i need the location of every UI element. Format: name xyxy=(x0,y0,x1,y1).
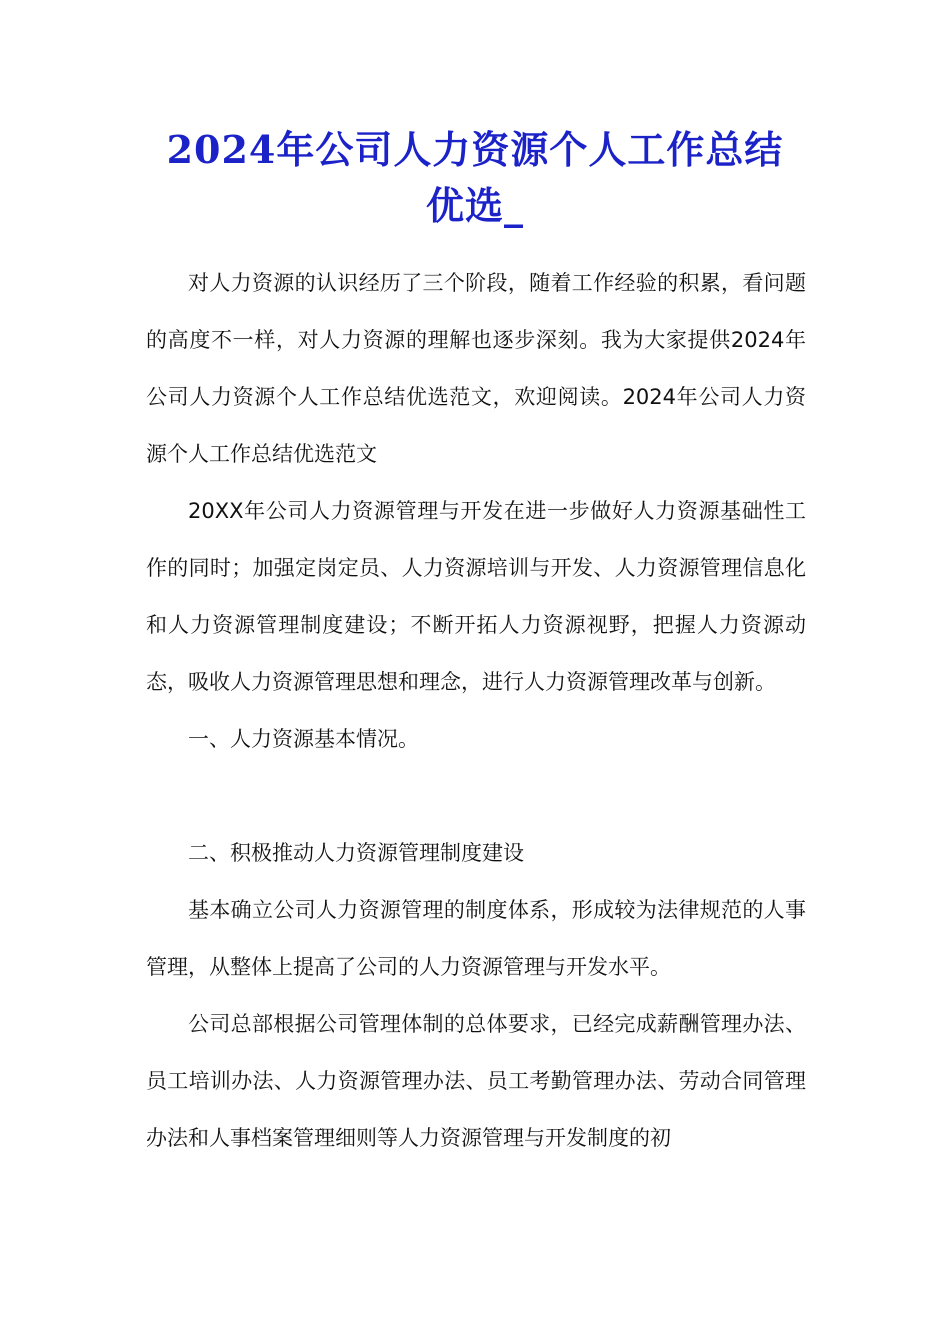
document-body xyxy=(146,255,806,1167)
paragraph-intro: 对人力资源的认识经历了三个阶段，随着工作经验的积累，看问题的高度不一样，对人力资源的理解也逐步深刻。我为大家提供2024年公司人力资源个人工作总结优选范文，欢迎阅读。2024年公司人力资源个人工作总结优选范文 xyxy=(146,271,806,466)
blank-gap xyxy=(146,768,806,825)
document-title xyxy=(140,122,810,234)
title-line-1: 2024年公司人力资源个人工作总结 xyxy=(166,127,784,172)
paragraph-headquarters: 公司总部根据公司管理体制的总体要求，已经完成薪酬管理办法、员工培训办法、人力资源管理办法、员工考勤管理办法、劳动合同管理办法和人事档案管理细则等人力资源管理与开发制度的初 xyxy=(146,1012,806,1150)
section-heading-2: 二、积极推动人力资源管理制度建设 xyxy=(188,841,524,865)
paragraph-overview: 20XX年公司人力资源管理与开发在进一步做好人力资源基础性工作的同时；加强定岗定员、人力资源培训与开发、人力资源管理信息化和人力资源管理制度建设；不断开拓人力资源视野，把握人力资源动态，吸收人力资源管理思想和理念，进行人力资源管理改革与创新。 xyxy=(146,499,806,694)
paragraph-system: 基本确立公司人力资源管理的制度体系，形成较为法律规范的人事管理，从整体上提高了公司的人力资源管理与开发水平。 xyxy=(146,898,806,979)
section-heading-1: 一、人力资源基本情况。 xyxy=(188,727,419,751)
title-line-2: 优选_ xyxy=(425,183,524,228)
